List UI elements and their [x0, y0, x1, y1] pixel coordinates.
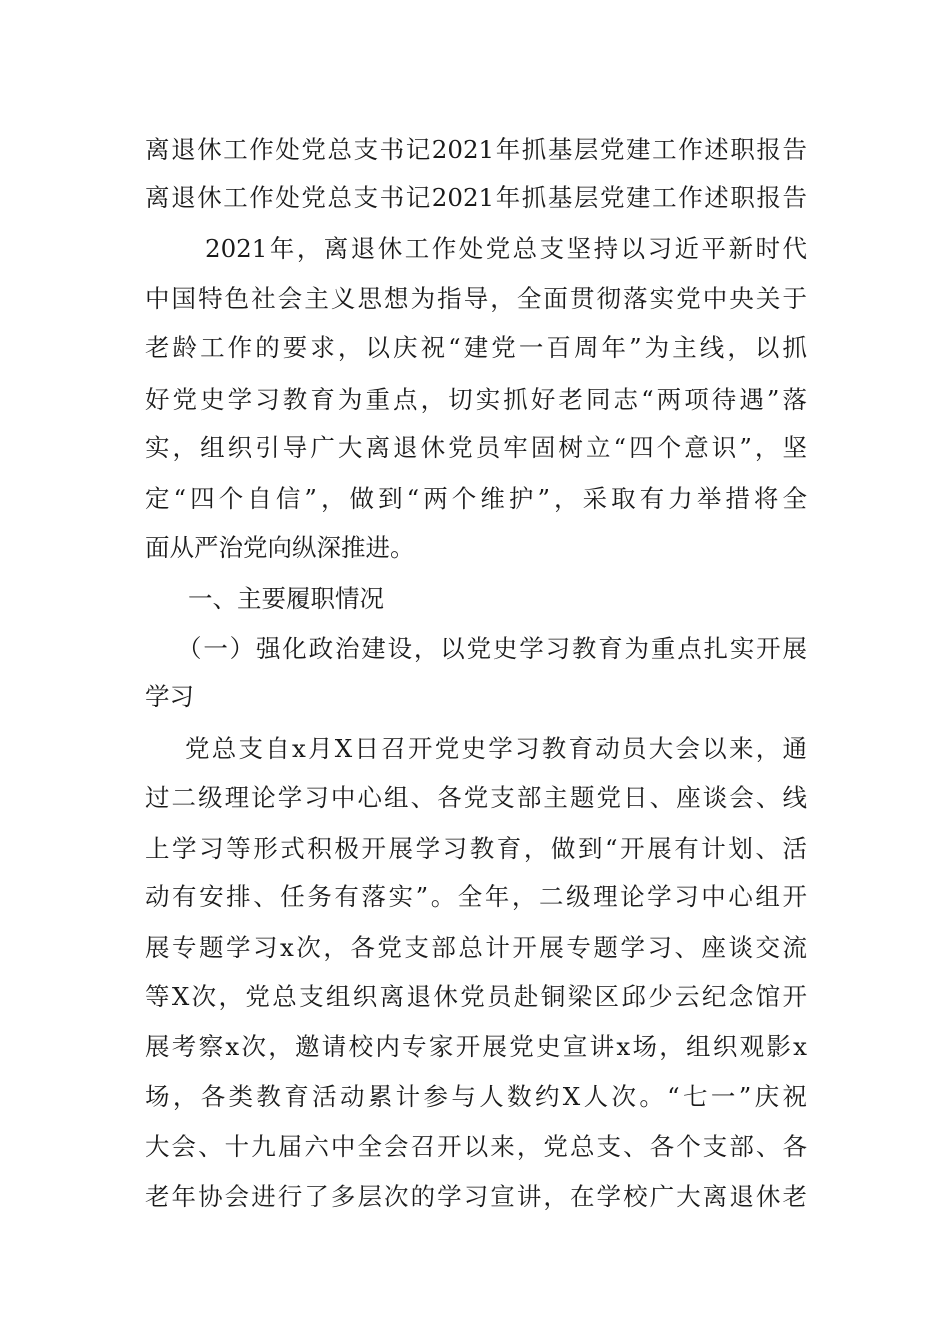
paragraph-2-line-2: 过二级理论学习中心组、各党支部主题党日、座谈会、线	[145, 783, 807, 812]
paragraph-1-line-4: 好党史学习教育为重点，切实抓好老同志“两项待遇”落	[145, 385, 807, 414]
paragraph-2-line-6: 等X次，党总支组织离退休党员赴铜梁区邱少云纪念馆开	[145, 982, 807, 1011]
paragraph-1-line-6: 定“四个自信”，做到“两个维护”，采取有力举措将全	[145, 484, 807, 513]
paragraph-2-line-4: 动有安排、任务有落实”。全年，二级理论学习中心组开	[145, 882, 807, 911]
paragraph-2-line-3: 上学习等形式积极开展学习教育，做到“开展有计划、活	[145, 834, 807, 863]
subsection-heading-1-line-1: （一）强化政治建设，以党史学习教育为重点扎实开展	[177, 634, 807, 663]
subsection-heading-1-line-2: 学习	[145, 682, 194, 711]
paragraph-1-line-5: 实，组织引导广大离退休党员牢固树立“四个意识”，坚	[145, 433, 807, 462]
paragraph-1-line-2: 中国特色社会主义思想为指导，全面贯彻落实党中央关于	[145, 284, 807, 313]
paragraph-2-line-8: 场，各类教育活动累计参与人数约X人次。“七一”庆祝	[145, 1082, 807, 1111]
paragraph-2-line-1: 党总支自x月X日召开党史学习教育动员大会以来，通	[185, 734, 807, 763]
section-heading-1: 一、主要履职情况	[188, 584, 384, 613]
paragraph-2-line-10: 老年协会进行了多层次的学习宣讲，在学校广大离退休老	[145, 1182, 807, 1211]
title-line-1: 离退休工作处党总支书记2021年抓基层党建工作述职报告	[145, 135, 807, 164]
paragraph-2-line-9: 大会、十九届六中全会召开以来，党总支、各个支部、各	[145, 1132, 807, 1161]
title-line-2: 离退休工作处党总支书记2021年抓基层党建工作述职报告	[145, 183, 807, 212]
paragraph-1-line-7: 面从严治党向纵深推进。	[145, 533, 415, 562]
paragraph-2-line-5: 展专题学习x次，各党支部总计开展专题学习、座谈交流	[145, 933, 807, 962]
paragraph-2-line-7: 展考察x次，邀请校内专家开展党史宣讲x场，组织观影x	[145, 1032, 807, 1061]
paragraph-1-line-1: 2021年，离退休工作处党总支坚持以习近平新时代	[205, 234, 807, 263]
paragraph-1-line-3: 老龄工作的要求，以庆祝“建党一百周年”为主线，以抓	[145, 333, 807, 362]
